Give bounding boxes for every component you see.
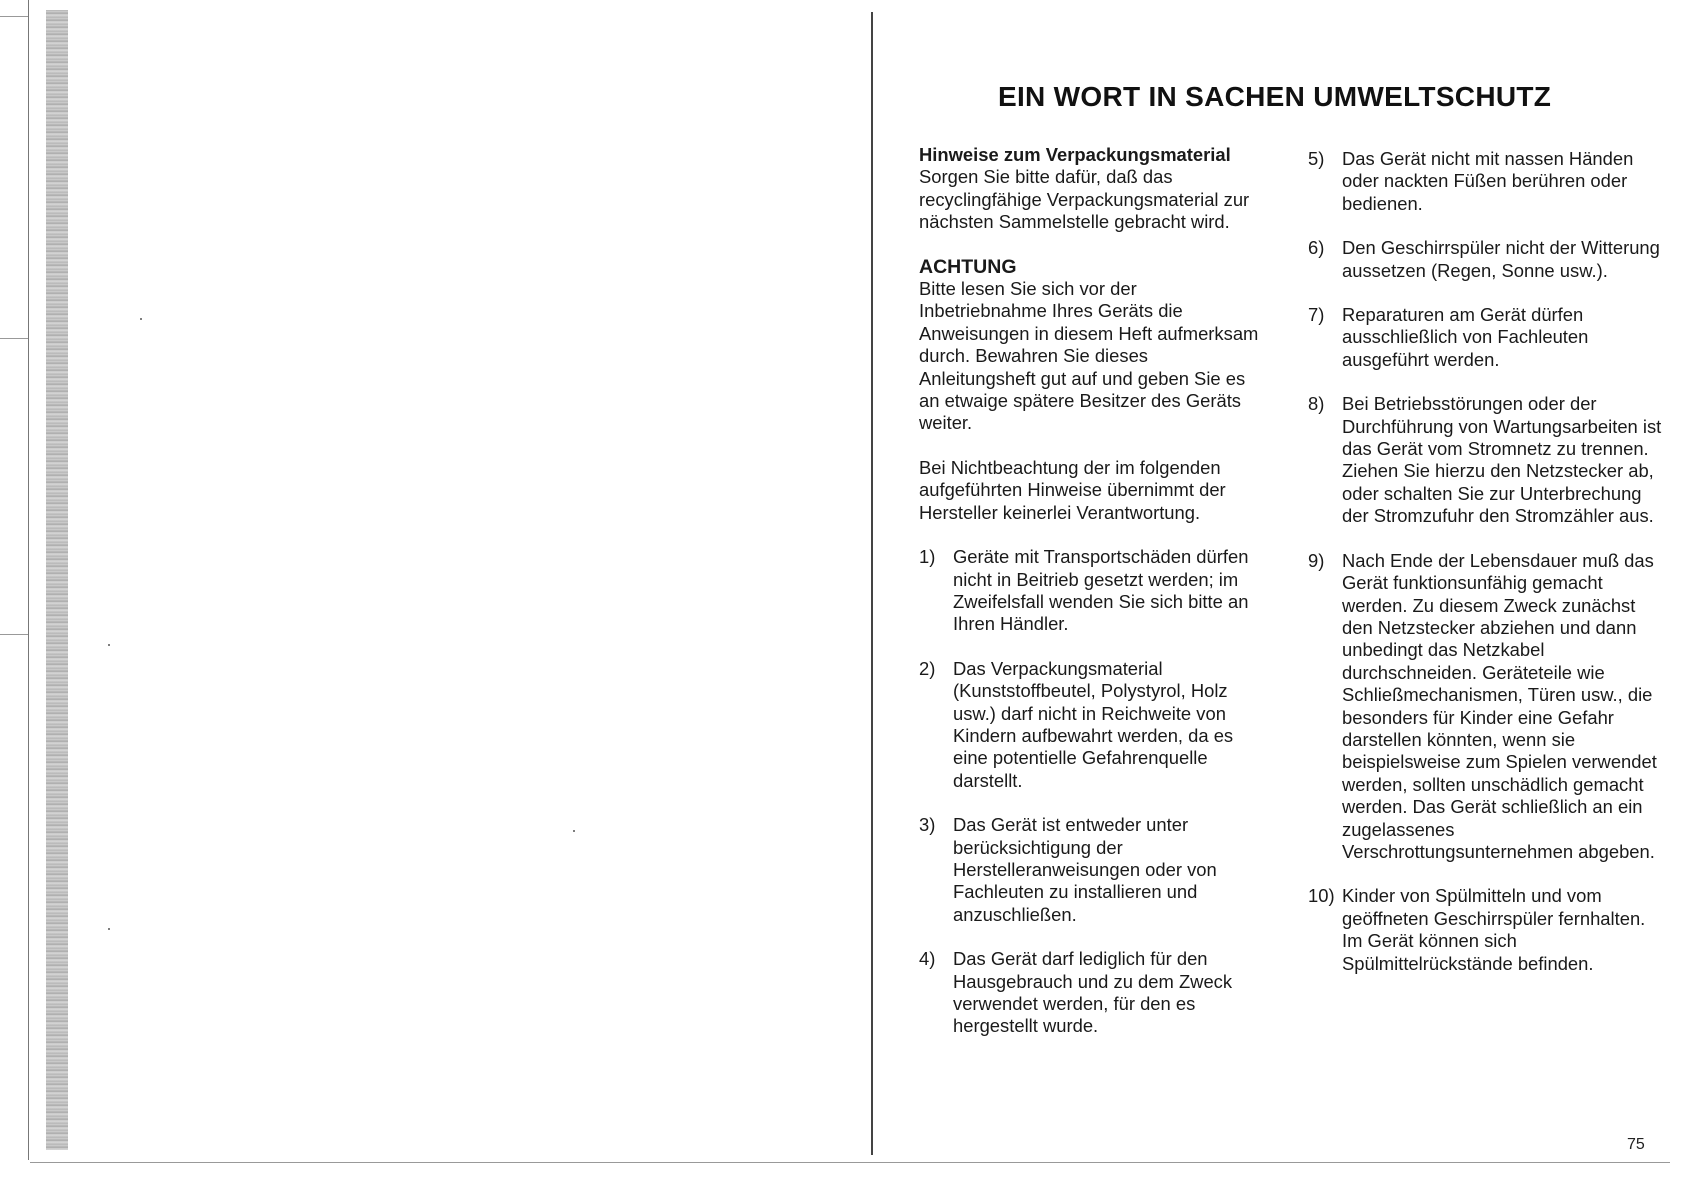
list-item-text: Nach Ende der Lebensdauer muß das Gerät funktionsunfähig gemacht werden. Zu diesem Zweck zunächst den Netzstecker abziehen und dann unbedingt das Netzkabel durchschneiden. Geräteteile wie Schließmechanismen, Türen usw., die besonders für Kinder eine Gefahr darstellen könnten, wenn sie beispielsweise zum Spielen verwendet werden, sollten unschädlich gemacht werden. Das Gerät schließlich an ein zugelassenes Verschrottungsunternehmen abgeben. bbox=[1342, 549, 1657, 862]
scan-bottom-rule bbox=[30, 1162, 1670, 1163]
list-item-number: 3) bbox=[919, 814, 936, 836]
list-item-number: 1) bbox=[919, 546, 936, 568]
list-item bbox=[919, 658, 1259, 792]
list-item bbox=[1308, 885, 1663, 975]
scan-left-rule bbox=[28, 0, 29, 1160]
page-number: 75 bbox=[1627, 1136, 1645, 1153]
packaging-text: Sorgen Sie bitte dafür, daß das recyclingfähige Verpackungsmaterial zur nächsten Sammelstelle gebracht wird. bbox=[919, 166, 1250, 233]
list-item bbox=[919, 546, 1259, 636]
list-item-text: Den Geschirrspüler nicht der Witterung aussetzen (Regen, Sonne usw.). bbox=[1342, 237, 1660, 281]
list-item-text: Das Gerät darf lediglich für den Hausgebrauch und zu dem Zweck verwendet werden, für den es hergestellt wurde. bbox=[953, 948, 1233, 1037]
list-item-text: Geräte mit Transportschäden dürfen nicht in Beitrieb gesetzt werden; im Zweifelsfall wenden Sie sich bitte an Ihren Händler. bbox=[953, 546, 1249, 635]
list-item bbox=[1308, 304, 1663, 371]
list-item-number: 8) bbox=[1308, 393, 1325, 415]
scan-binding-edge bbox=[46, 10, 68, 1150]
attention-heading: ACHTUNG bbox=[919, 255, 1017, 278]
list-item bbox=[1308, 148, 1663, 215]
list-item-number: 6) bbox=[1308, 237, 1325, 259]
attention-text: Bitte lesen Sie sich vor der Inbetriebnahme Ihres Geräts die Anweisungen in diesem Heft aufmerksam durch. Bewahren Sie dieses Anleitungsheft gut auf und geben Sie es an etwaige spätere Besitzer des Geräts weiter. bbox=[919, 278, 1259, 434]
list-item bbox=[1308, 237, 1663, 282]
scan-crop-mark bbox=[0, 634, 28, 635]
scan-crop-mark bbox=[0, 338, 28, 339]
list-item-text: Kinder von Spülmitteln und vom geöffneten Geschirrspüler fernhalten. Im Gerät können sich Spülmittelrückstände befinden. bbox=[1342, 885, 1646, 974]
page-fold-line bbox=[871, 12, 873, 1155]
right-column bbox=[1308, 148, 1663, 975]
scan-speck bbox=[108, 928, 110, 930]
list-item bbox=[919, 948, 1259, 1038]
left-column bbox=[919, 144, 1259, 1038]
list-item-text: Das Verpackungsmaterial (Kunststoffbeutel, Polystyrol, Holz usw.) darf nicht in Reichweite von Kindern aufbewahrt werden, da es eine potentielle Gefahrenquelle darstellt. bbox=[953, 657, 1234, 791]
list-item bbox=[919, 814, 1259, 926]
list-item-number: 10) bbox=[1308, 885, 1335, 907]
list-item-number: 5) bbox=[1308, 148, 1325, 169]
packaging-heading: Hinweise zum Verpackungsmaterial bbox=[919, 144, 1231, 165]
list-item-number: 9) bbox=[1308, 549, 1325, 571]
scan-crop-mark bbox=[0, 16, 28, 17]
list-item-number: 7) bbox=[1308, 304, 1325, 326]
page-title: EIN WORT IN SACHEN UMWELTSCHUTZ bbox=[998, 80, 1552, 112]
list-item bbox=[1308, 393, 1663, 527]
list-item-text: Bei Betriebsstörungen oder der Durchführung von Wartungsarbeiten ist das Gerät vom Stromnetz zu trennen. Ziehen Sie hierzu den Netzstecker ab, oder schalten Sie zur Unterbrechung der Stromzufuhr den Stromzähler aus. bbox=[1342, 393, 1662, 527]
attention-note: Bei Nichtbeachtung der im folgenden aufgeführten Hinweise übernimmt der Hersteller keinerlei Verantwortung. bbox=[919, 456, 1226, 523]
scan-speck bbox=[140, 318, 142, 320]
scan-speck bbox=[573, 830, 575, 832]
list-item-text: Reparaturen am Gerät dürfen ausschließlich von Fachleuten ausgeführt werden. bbox=[1342, 304, 1589, 370]
list-item-text: Das Gerät nicht mit nassen Händen oder nackten Füßen berühren oder bedienen. bbox=[1342, 148, 1634, 214]
list-item bbox=[1308, 550, 1663, 864]
list-item-number: 4) bbox=[919, 948, 936, 970]
list-item-number: 2) bbox=[919, 657, 936, 679]
list-item-text: Das Gerät ist entweder unter berücksichtigung der Herstelleranweisungen oder von Fachleuten zu installieren und anzuschließen. bbox=[953, 814, 1217, 925]
scan-speck bbox=[108, 644, 110, 646]
